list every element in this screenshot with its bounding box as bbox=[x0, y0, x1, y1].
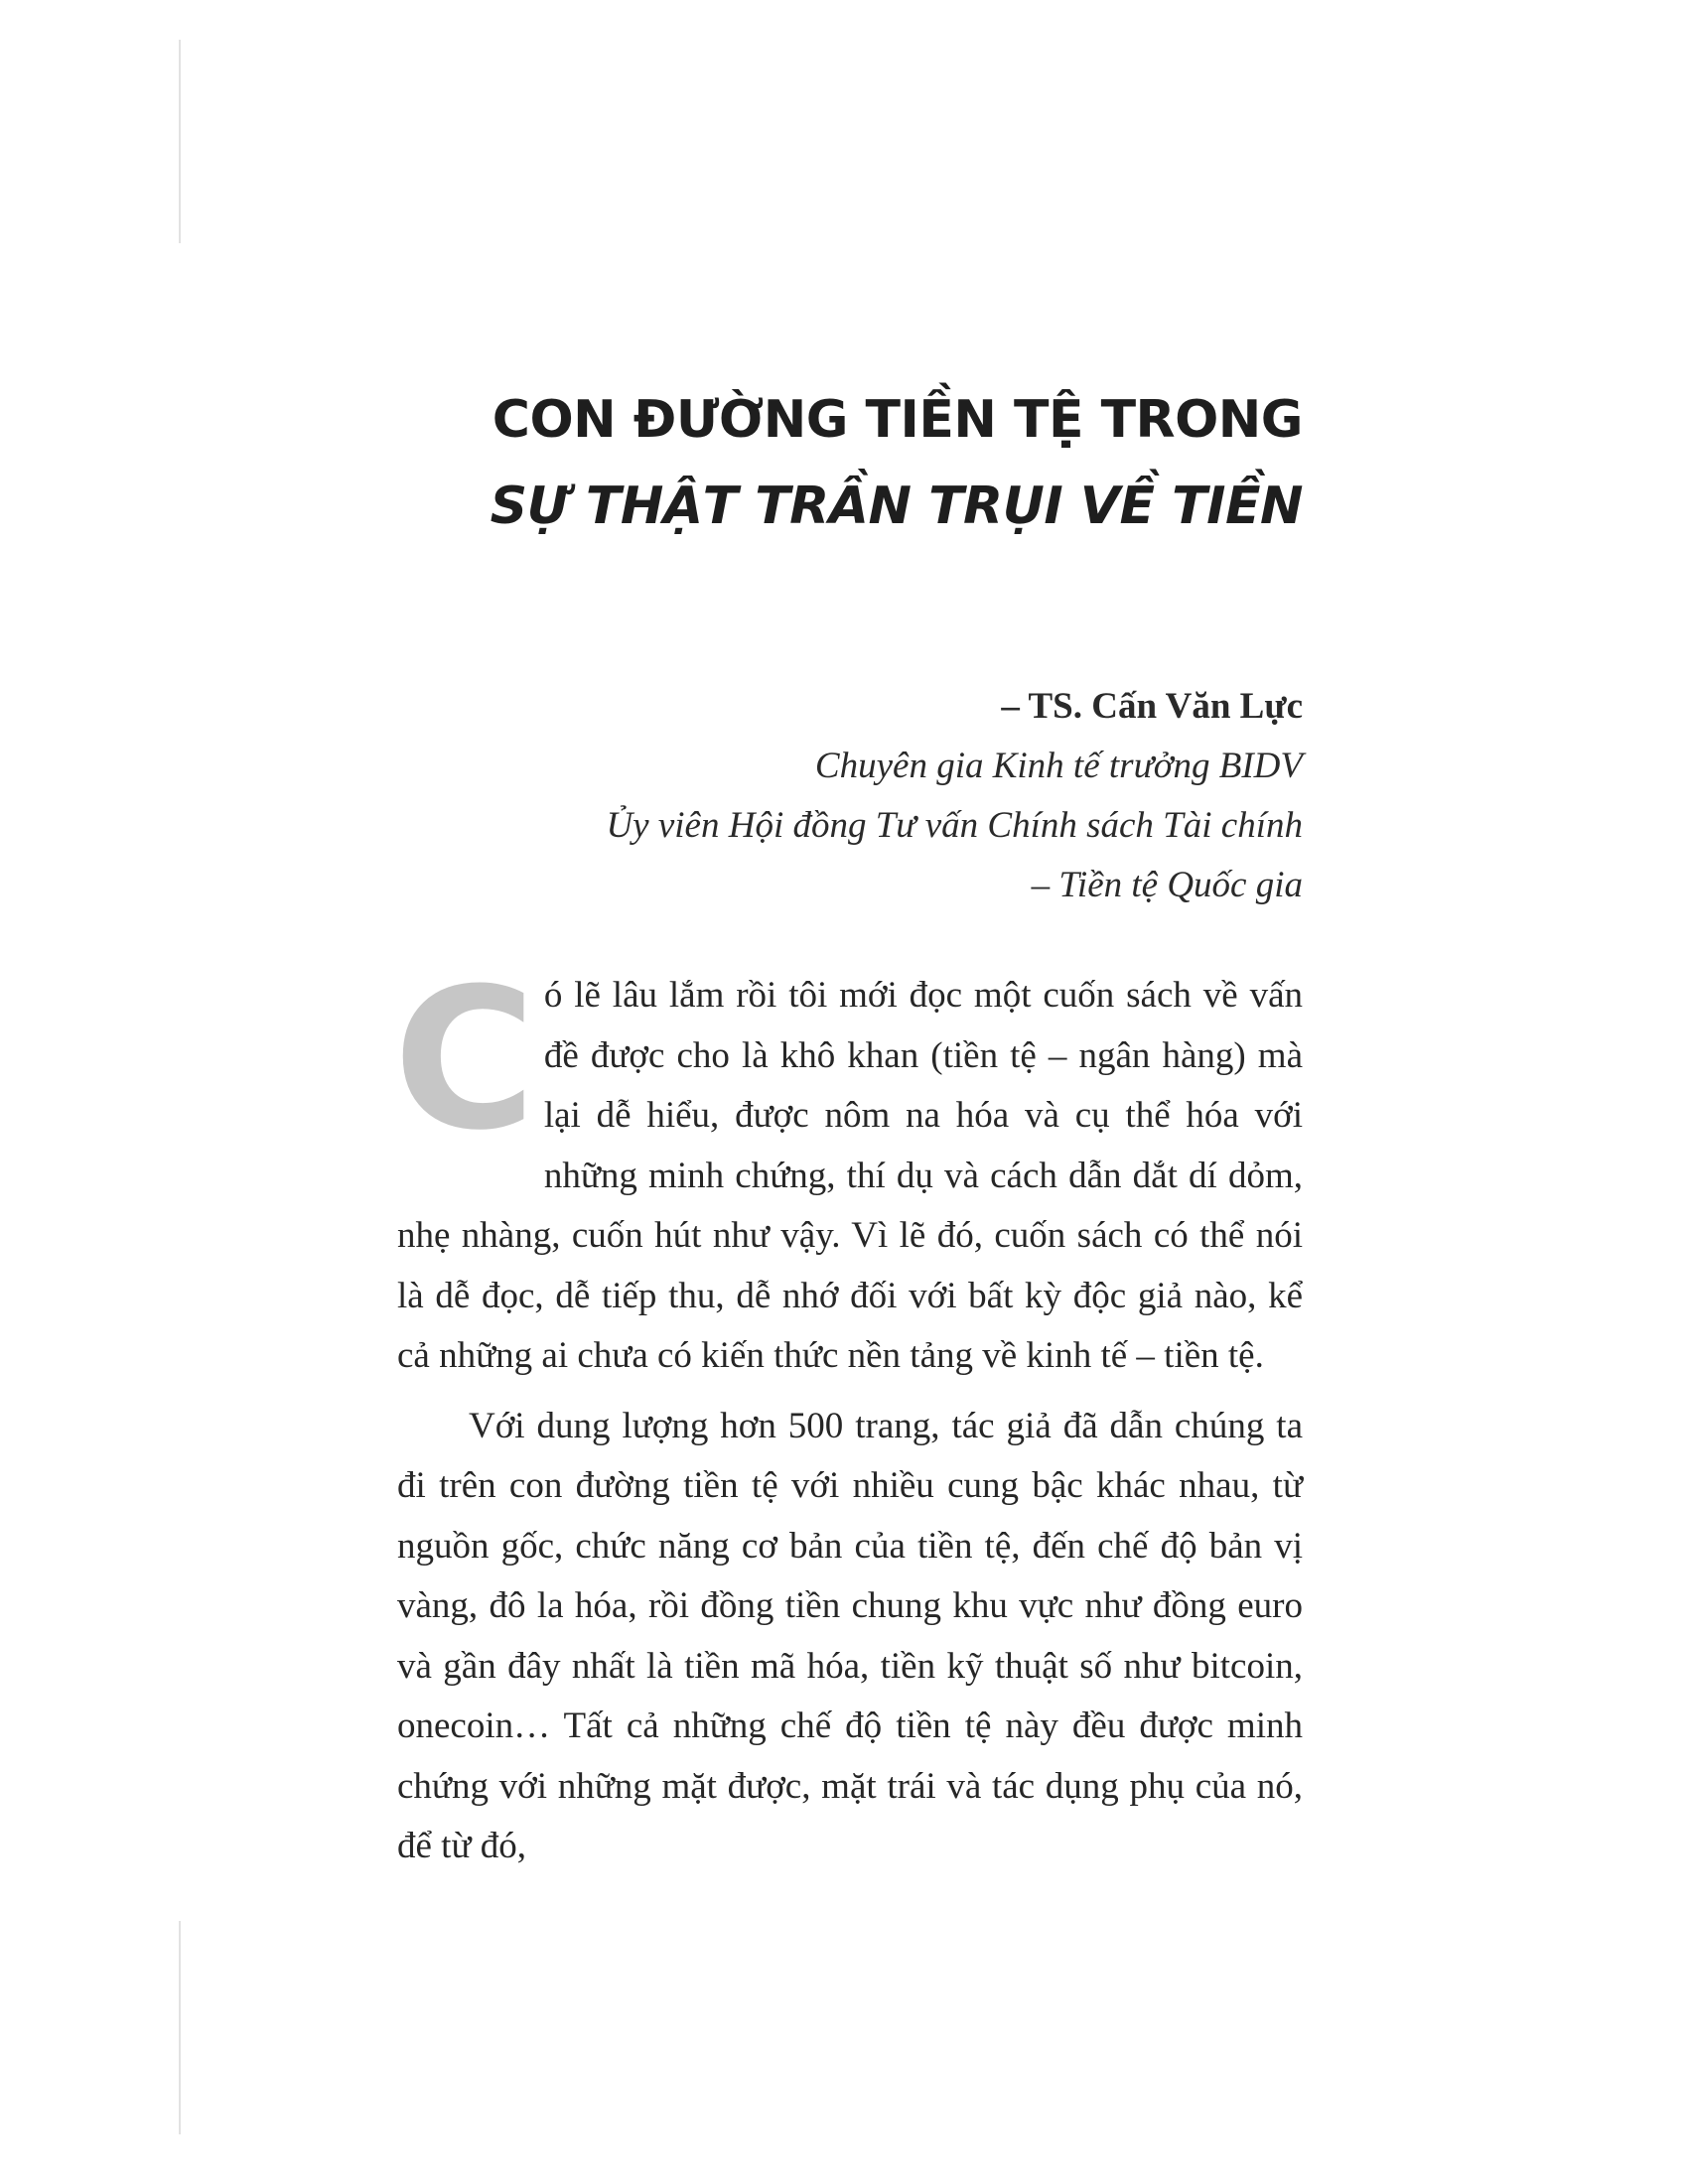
drop-cap: C bbox=[393, 947, 536, 1173]
margin-rule-bottom bbox=[179, 1921, 181, 2134]
author-role-3: – Tiền tệ Quốc gia bbox=[1031, 865, 1303, 905]
chapter-title-line2: SỰ THẬT TRẦN TRỤI VỀ TIỀN bbox=[490, 477, 1303, 536]
author-role-2: Ủy viên Hội đồng Tư vấn Chính sách Tài chính bbox=[606, 805, 1303, 846]
paragraph-1 bbox=[393, 947, 1303, 1387]
paragraph-2: Với dung lượng hơn 500 trang, tác giả đã dẫn chúng ta đi trên con đường tiền tệ với nhiều cung bậc khác nhau, từ nguồn gốc, chức năng cơ bản của tiền tệ, đến chế độ bản vị vàng, đô la hóa, rồi đồng tiền chung khu vực như đồng euro và gần đây nhất là tiền mã hóa, tiền kỹ thuật số như bitcoin, onecoin… Tất cả những chế độ tiền tệ này đều được minh chứng với những mặt được, mặt trái và tác dụng phụ của nó, để từ đó, bbox=[397, 1405, 1303, 1866]
paragraph-1-text: ó lẽ lâu lắm rồi tôi mới đọc một cuốn sách về vấn đề được cho là khô khan (tiền tệ – ngân hàng) mà lại dễ hiểu, được nôm na hóa và cụ thể hóa với những minh chứng, thí dụ và cách dẫn dắt dí dỏm, nhẹ nhàng, cuốn hút như vậy. Vì lẽ đó, cuốn sách có thể nói là dễ đọc, dễ tiếp thu, dễ nhớ đối với bất kỳ độc giả nào, kể cả những ai chưa có kiến thức nền tảng về kinh tế – tiền tệ. bbox=[397, 975, 1303, 1376]
author-byline bbox=[606, 677, 1303, 915]
chapter-title bbox=[491, 377, 1303, 550]
author-role-1: Chuyên gia Kinh tế trưởng BIDV bbox=[814, 746, 1303, 786]
author-name: – TS. Cấn Văn Lực bbox=[1001, 686, 1303, 727]
chapter-title-line1: CON ĐƯỜNG TIỀN TỆ TRONG bbox=[492, 390, 1303, 450]
body-text bbox=[393, 947, 1303, 1877]
margin-rule-top bbox=[179, 40, 181, 243]
